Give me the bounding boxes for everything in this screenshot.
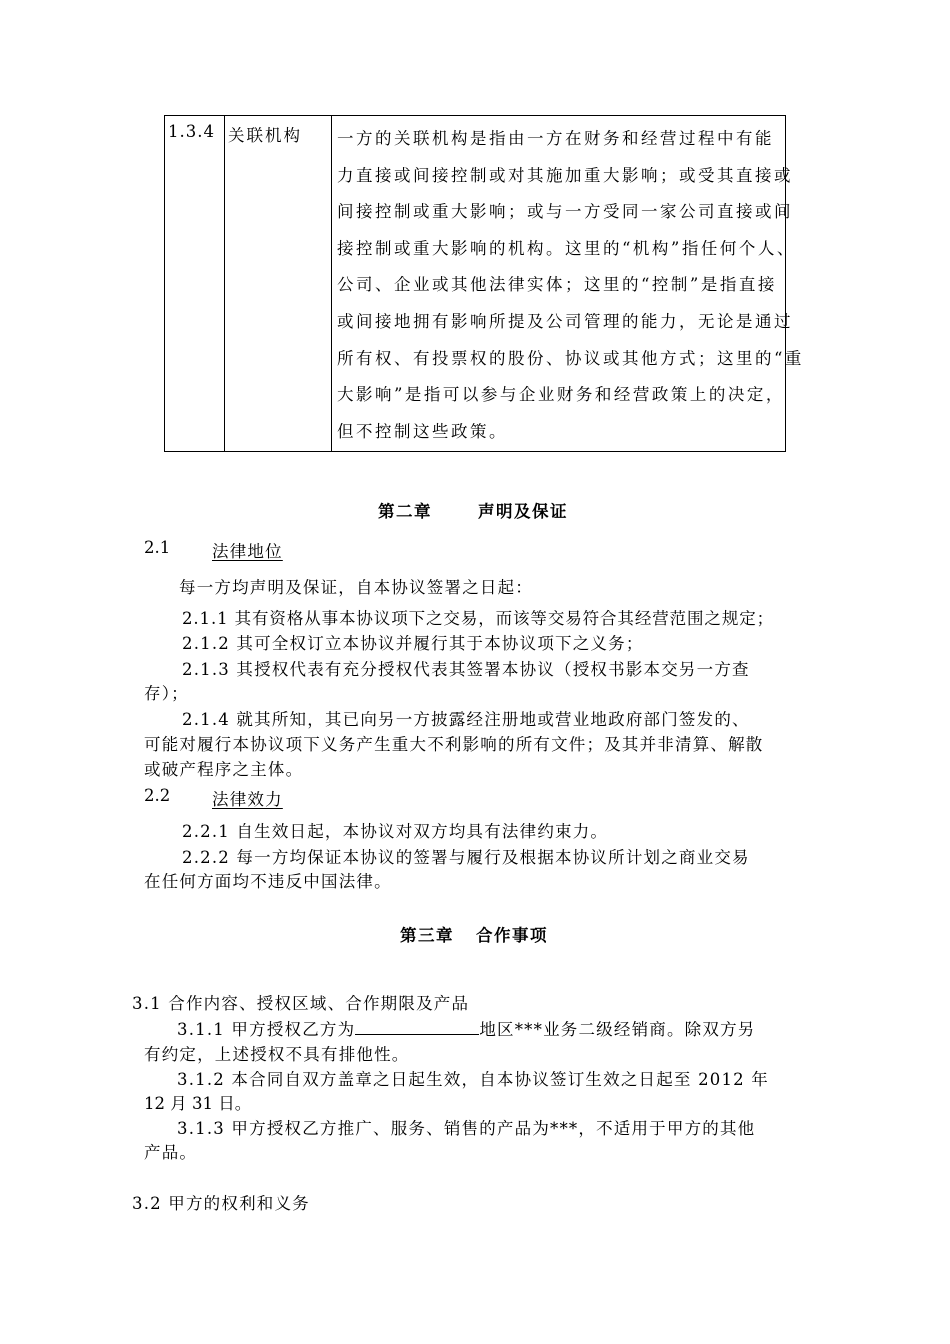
definition-line: 一方的关联机构是指由一方在财务和经营过程中有能 <box>337 129 774 148</box>
table-row <box>165 116 786 452</box>
clause-3-1-3-cont: 产品。 <box>144 1143 198 1162</box>
section-2-1-number: 2.1 <box>144 538 171 557</box>
chapter-3-heading <box>400 922 548 946</box>
definition-line: 但不控制这些政策。 <box>337 421 508 441</box>
clause-2-2-1: 2.2.1 自生效日起，本协议对双方均具有法律约束力。 <box>182 822 609 841</box>
clause-2-1-4: 2.1.4 就其所知，其已向另一方披露经注册地或营业地政府部门签发的、 <box>182 710 750 729</box>
chapter-2-label: 第二章 <box>378 502 432 521</box>
chapter-2-heading <box>378 498 568 522</box>
definition-line: 所有权、有投票权的股份、协议或其他方式；这里的“重 <box>337 348 804 368</box>
clause-2-1-1: 2.1.1 其有资格从事本协议项下之交易，而该等交易符合其经营范围之规定； <box>182 609 775 628</box>
clause-3-1-1-text-cont: 地区***业务二级经销商。除双方另 <box>479 1020 756 1039</box>
clause-3-1-2: 3.1.2 本合同自双方盖章之日起生效，自本协议签订生效之日起至 2012 年 <box>177 1070 770 1089</box>
chapter-3-label: 第三章 <box>400 926 454 945</box>
clause-2-1-4-cont: 或破产程序之主体。 <box>144 760 304 779</box>
definition-line: 或间接地拥有影响所提及公司管理的能力，无论是通过 <box>337 311 793 331</box>
clause-number-cell: 1.3.4 <box>165 116 225 452</box>
clause-3-1-1-cont: 有约定，上述授权不具有排他性。 <box>144 1045 410 1064</box>
clause-3-1-1 <box>177 1016 755 1040</box>
clause-3-1-2-cont: 12 月 31 日。 <box>144 1094 252 1113</box>
chapter-3-title: 合作事项 <box>476 926 548 945</box>
blank-line <box>355 1018 479 1035</box>
definition-line: 接控制或重大影响的机构。这里的“机构”指任何个人、 <box>337 238 796 258</box>
definition-cell <box>332 116 804 452</box>
definition-table <box>164 115 804 452</box>
term-cell: 关联机构 <box>225 116 332 452</box>
clause-2-1-4-cont: 可能对履行本协议项下义务产生重大不利影响的所有文件；及其并非清算、解散 <box>144 735 764 754</box>
chapter-2-title: 声明及保证 <box>478 502 568 521</box>
definition-line: 公司、企业或其他法律实体；这里的“控制”是指直接 <box>337 275 777 295</box>
clause-2-1-3-cont: 存）； <box>144 684 189 703</box>
clause-2-2-2-cont: 在任何方面均不违反中国法律。 <box>144 872 392 891</box>
section-2-1-title: 法律地位 <box>212 542 283 561</box>
section-2-2-title: 法律效力 <box>212 790 283 809</box>
section-3-2-heading: 3.2 甲方的权利和义务 <box>132 1194 310 1213</box>
clause-2-2-2: 2.2.2 每一方均保证本协议的签署与履行及根据本协议所计划之商业交易 <box>182 848 750 867</box>
clause-2-1-2: 2.1.2 其可全权订立本协议并履行其于本协议项下之义务； <box>182 634 644 653</box>
section-3-1-heading: 3.1 合作内容、授权区域、合作期限及产品 <box>132 994 470 1013</box>
definition-line: 力直接或间接控制或对其施加重大影响；或受其直接或 <box>337 165 793 185</box>
definition-line: 间接控制或重大影响；或与一方受同一家公司直接或间 <box>337 202 793 222</box>
paragraph: 每一方均声明及保证，自本协议签署之日起： <box>179 578 533 597</box>
section-2-2-number: 2.2 <box>144 786 171 805</box>
clause-3-1-3: 3.1.3 甲方授权乙方推广、服务、销售的产品为***，不适用于甲方的其他 <box>177 1119 756 1138</box>
definition-line: 大影响”是指可以参与企业财务和经营政策上的决定， <box>337 385 785 405</box>
clause-2-1-3: 2.1.3 其授权代表有充分授权代表其签署本协议（授权书影本交另一方查 <box>182 660 750 679</box>
clause-3-1-1-text: 3.1.1 甲方授权乙方为 <box>177 1020 356 1039</box>
